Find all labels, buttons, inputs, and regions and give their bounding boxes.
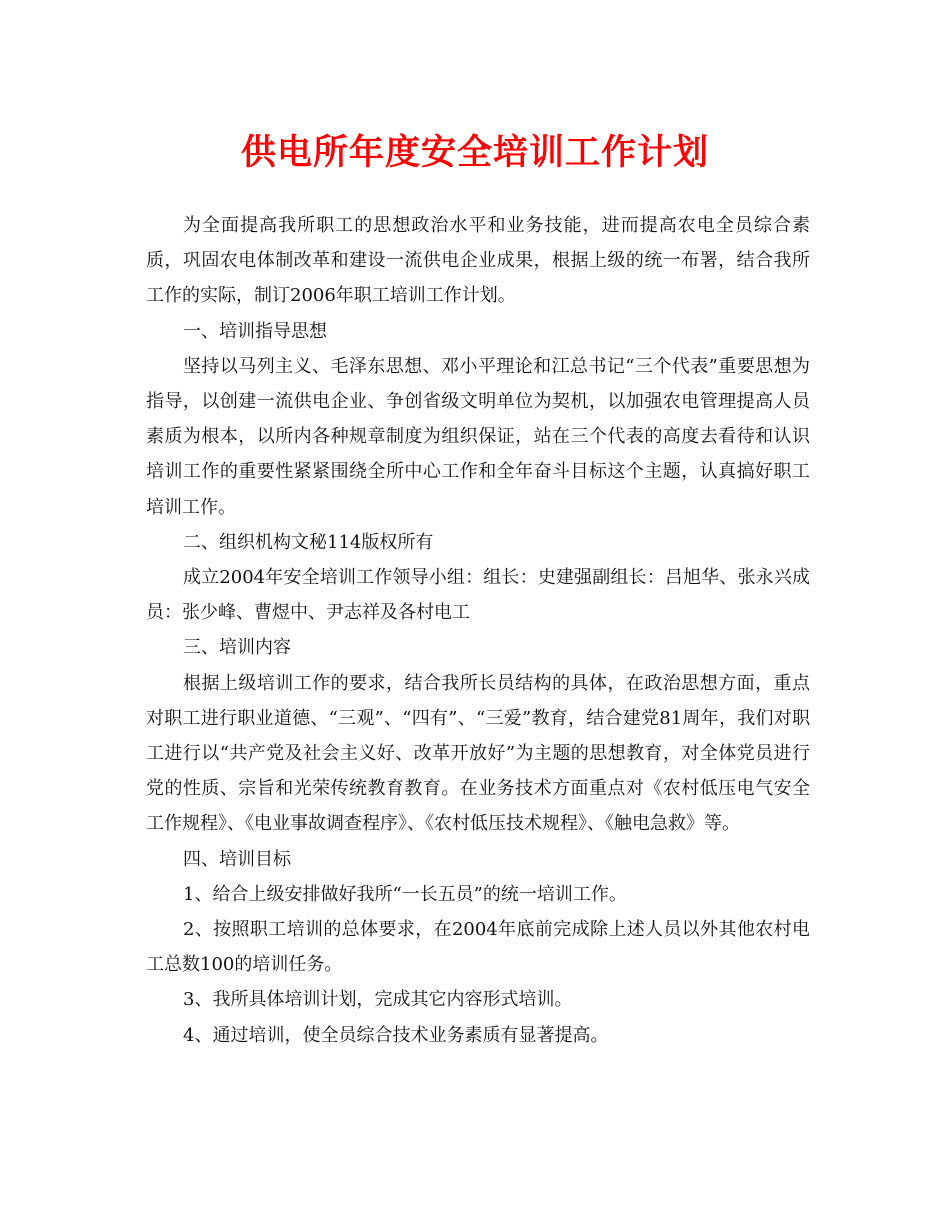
goal-item-2: 2、按照职工培训的总体要求，在2004年底前完成除上述人员以外其他农村电工总数100的培训任务。 (146, 919, 810, 976)
document-title: 供电所年度安全培训工作计划 (240, 132, 709, 173)
paragraph-intro: 为全面提高我所职工的思想政治水平和业务技能，进而提高农电全员综合素质，巩固农电体制改革和建设一流供电企业成果，根据上级的统一布署，结合我所工作的实际，制订2006年职工培训工作计划。 (146, 215, 810, 307)
paragraph-content: 根据上级培训工作的要求，结合我所长员结构的具体，在政治思想方面，重点对职工进行职业道德、“三观”、“四有”、“三爱”教育，结合建党81周年，我们对职工进行以“共产党及社会主义好、改革开放好”为主题的思想教育，对全体党员进行党的性质、宗旨和光荣传统教育教育。在业务技术方面重点对《农村低压电气安全工作规程》、《电业事故调查程序》、《农村低压技术规程》、《触电急救》等。 (146, 672, 810, 835)
goal-item-1: 1、给合上级安排做好我所“一长五员”的统一培训工作。 (183, 883, 627, 905)
goal-item-3: 3、我所具体培训计划，完成其它内容形式培训。 (183, 989, 573, 1011)
paragraph-organization: 成立2004年安全培训工作领导小组：组长：史建强副组长：吕旭华、张永兴成员：张少峰、曹煜中、尹志祥及各村电工 (146, 567, 810, 624)
section-heading-organization: 二、组织机构文秘114版权所有 (183, 531, 434, 553)
section-heading-guiding-thought: 一、培训指导思想 (183, 320, 327, 342)
goal-item-4: 4、通过培训，使全员综合技术业务素质有显著提高。 (183, 1024, 609, 1046)
section-heading-content: 三、培训内容 (183, 637, 291, 659)
paragraph-guiding-thought: 坚持以马列主义、毛泽东思想、邓小平理论和江总书记“三个代表”重要思想为指导，以创建一流供电企业、争创省级文明单位为契机，以加强农电管理提高人员素质为根本，以所内各种规章制度为组织保证，站在三个代表的高度去看待和认识培训工作的重要性紧紧围绕全所中心工作和全年奋斗目标这个主题，认真搞好职工培训工作。 (146, 355, 810, 518)
document-body (146, 208, 810, 1053)
section-heading-goals: 四、培训目标 (183, 848, 291, 870)
